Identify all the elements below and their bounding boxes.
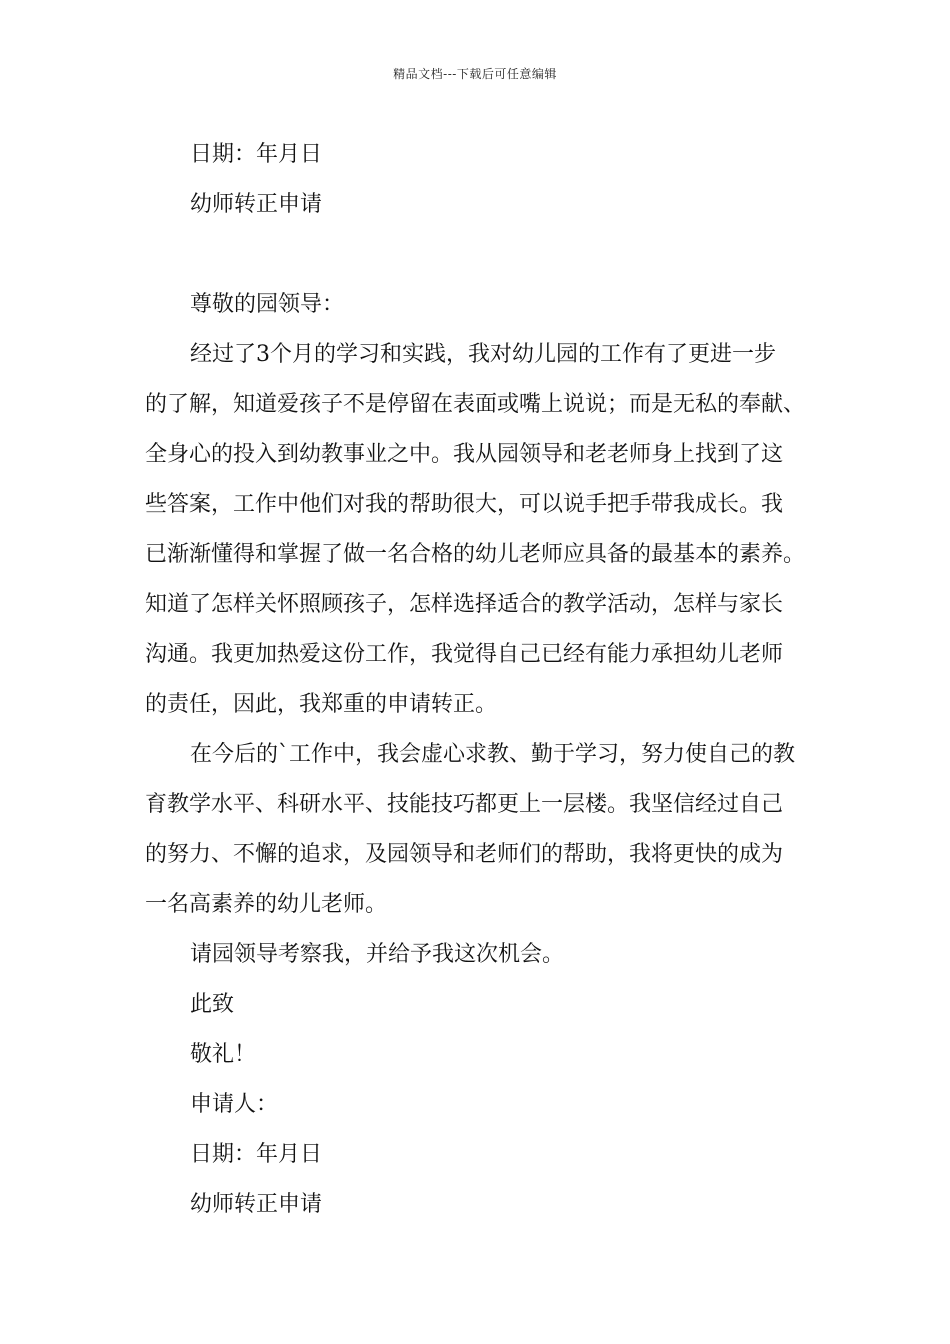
paragraph-line: 已渐渐懂得和掌握了做一名合格的幼儿老师应具备的最基本的素养。 [145, 542, 806, 567]
document-title: 幼师转正申请 [190, 192, 323, 217]
closing-jing-li: 敬礼！ [190, 1042, 257, 1067]
paragraph-line: 的了解，知道爱孩子不是停留在表面或嘴上说说；而是无私的奉献、 [145, 392, 806, 417]
blank-line [145, 230, 815, 280]
paragraph-line: 的责任，因此，我郑重的申请转正。 [145, 692, 498, 717]
paragraph-line: 些答案，工作中他们对我的帮助很大，可以说手把手带我成长。我 [145, 492, 784, 517]
next-document-title: 幼师转正申请 [190, 1192, 323, 1217]
applicant-label: 申请人： [190, 1092, 279, 1117]
date-line: 日期：年月日 [190, 142, 323, 167]
paragraph-line: 全身心的投入到幼教事业之中。我从园领导和老老师身上找到了这 [145, 442, 784, 467]
paragraph-line: 在今后的`工作中，我会虚心求教、勤于学习，努力使自己的教 [190, 742, 796, 767]
paragraph-2 [145, 730, 815, 930]
paragraph-line: 的努力、不懈的追求，及园领导和老师们的帮助，我将更快的成为 [145, 842, 784, 867]
paragraph-1 [145, 330, 815, 730]
paragraph-line: 知道了怎样关怀照顾孩子，怎样选择适合的教学活动，怎样与家长 [145, 592, 784, 617]
paragraph-line: 育教学水平、科研水平、技能技巧都更上一层楼。我坚信经过自己 [145, 792, 784, 817]
paragraph-line: 一名高素养的幼儿老师。 [145, 892, 388, 917]
closing-ci-zhi: 此致 [190, 992, 235, 1017]
page-header-watermark: 精品文档---下载后可任意编辑 [393, 67, 557, 81]
request-line: 请园领导考察我，并给予我这次机会。 [190, 942, 565, 967]
paragraph-line: 经过了3个月的学习和实践，我对幼儿园的工作有了更进一步 [190, 342, 776, 367]
paragraph-line: 沟通。我更加热爱这份工作，我觉得自己已经有能力承担幼儿老师 [145, 642, 784, 667]
document-body [145, 130, 815, 1230]
salutation: 尊敬的园领导： [190, 292, 345, 317]
date-line-bottom: 日期：年月日 [190, 1142, 323, 1167]
